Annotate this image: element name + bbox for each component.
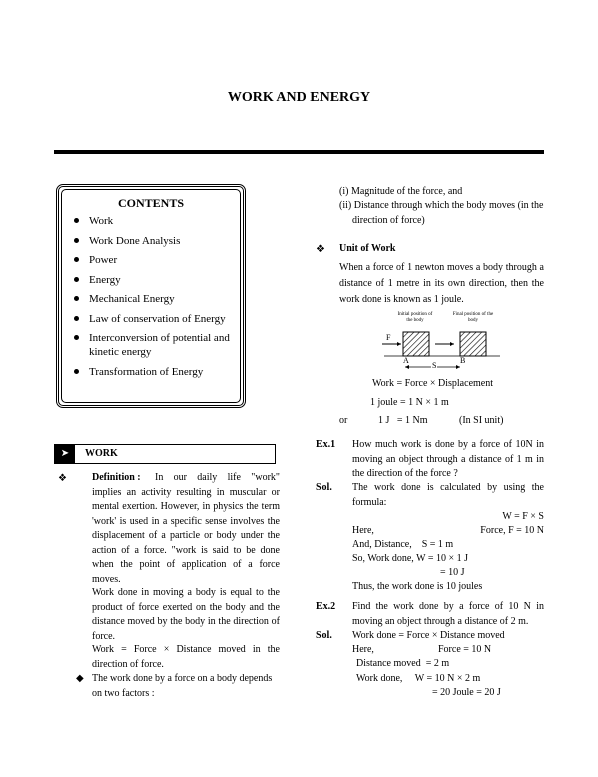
example-1-label: Ex.1 — [316, 439, 336, 450]
definition-label: Definition : — [92, 472, 141, 483]
point-b-label: B — [460, 356, 466, 365]
solution-2-here: Here, — [352, 644, 374, 655]
page-title: WORK AND ENERGY — [227, 90, 371, 105]
diamond-bullet-icon: ◆ — [76, 673, 84, 684]
contents-item: Mechanical Energy — [70, 292, 246, 306]
solution-2-line: Work done = Force × Distance moved — [352, 630, 505, 641]
initial-position-label: Initial position of the body — [397, 312, 433, 323]
work-section-heading — [54, 444, 276, 464]
point-a-label: A — [403, 356, 409, 365]
solution-1-result: = 10 J — [440, 567, 465, 578]
factor-1: (i) Magnitude of the force, and — [339, 186, 463, 197]
contents-title: CONTENTS — [117, 196, 185, 210]
contents-item: Law of conservation of Energy — [70, 312, 246, 326]
contents-item: Work Done Analysis — [70, 234, 246, 248]
solution-1-here: Here, — [352, 525, 374, 536]
solution-1-force: Force, F = 10 N — [480, 525, 544, 536]
contents-list — [70, 214, 246, 384]
example-2-question: Find the work done by a force of 10 N in moving an object through a distance of 2 m. — [352, 601, 544, 627]
contents-item: Power — [70, 253, 246, 267]
solution-1-line: The work done is calculated by using the formula: — [352, 482, 544, 508]
example-2-label: Ex.2 — [316, 601, 336, 612]
factor-2: (ii) Distance through which the body moves (in the direction of force) — [339, 200, 544, 226]
contents-item: Energy — [70, 273, 246, 287]
example-1-question: How much work is done by a force of 10N in moving an object through a distance of 1 m in the direction of the force ? — [352, 439, 544, 479]
displacement-label: S — [432, 361, 437, 370]
work-heading-label: WORK — [85, 448, 118, 459]
solution-1-work: So, Work done, W = 10 × 1 J — [352, 553, 469, 564]
solution-1-formula: W = F × S — [502, 511, 544, 522]
arrow-icon: ➤ — [55, 445, 75, 463]
diamond-bullet-icon: ❖ — [58, 473, 67, 484]
definition-text: In our daily life "work" implies an activity resulting in muscular or mental exertion. However, in physics the term 'work' is used in a specific sense involves the displacement of a particle or body under the action of a force. "work is said to be done when the point of application of a force moves. — [92, 472, 280, 585]
solution-1-distance: And, Distance, S = 1 m — [352, 539, 454, 550]
formula-work: Work = Force × Displacement — [372, 378, 493, 389]
final-body — [460, 332, 486, 356]
solution-1-conclusion: Thus, the work done is 10 joules — [352, 581, 483, 592]
solution-2-label: Sol. — [316, 630, 332, 641]
contents-item: Work — [70, 214, 246, 228]
final-position-label: Final position of the body — [452, 312, 494, 323]
unit-text: When a force of 1 newton moves a body through a distance of 1 metre in its own direction, then the work done is known as 1 joule. — [339, 262, 544, 305]
solution-2-distance: Distance moved = 2 m — [356, 658, 450, 669]
work-formula-paragraph: Work = Force × Distance moved in the direction of force. — [92, 644, 280, 670]
force-label: F — [386, 333, 391, 342]
contents-item: Interconversion of potential and kinetic energy — [70, 331, 246, 359]
solution-2-work: Work done, W = 10 N × 2 m — [356, 673, 481, 684]
solution-2-result: = 20 Joule = 20 J — [432, 687, 501, 698]
contents-item: Transformation of Energy — [70, 365, 246, 379]
solution-2-force: Force = 10 N — [438, 644, 492, 655]
diamond-bullet-icon: ❖ — [316, 244, 325, 255]
figure-drawing — [360, 312, 520, 374]
formula-si: 1 J = 1 Nm — [378, 415, 428, 426]
formula-or: or — [339, 415, 348, 426]
unit-heading: Unit of Work — [339, 243, 396, 254]
initial-body — [403, 332, 429, 356]
displacement-figure — [360, 312, 520, 374]
formula-si-unit: (In SI unit) — [459, 415, 504, 426]
formula-joule: 1 joule = 1 N × 1 m — [370, 397, 449, 408]
work-paragraph: Work done in moving a body is equal to the product of force exerted on the body and the distance moved by the body in the direction of force. — [92, 587, 280, 642]
title-rule — [54, 150, 544, 154]
solution-1-label: Sol. — [316, 482, 332, 493]
factors-bullet: The work done by a force on a body depends on two factors : — [92, 673, 273, 699]
